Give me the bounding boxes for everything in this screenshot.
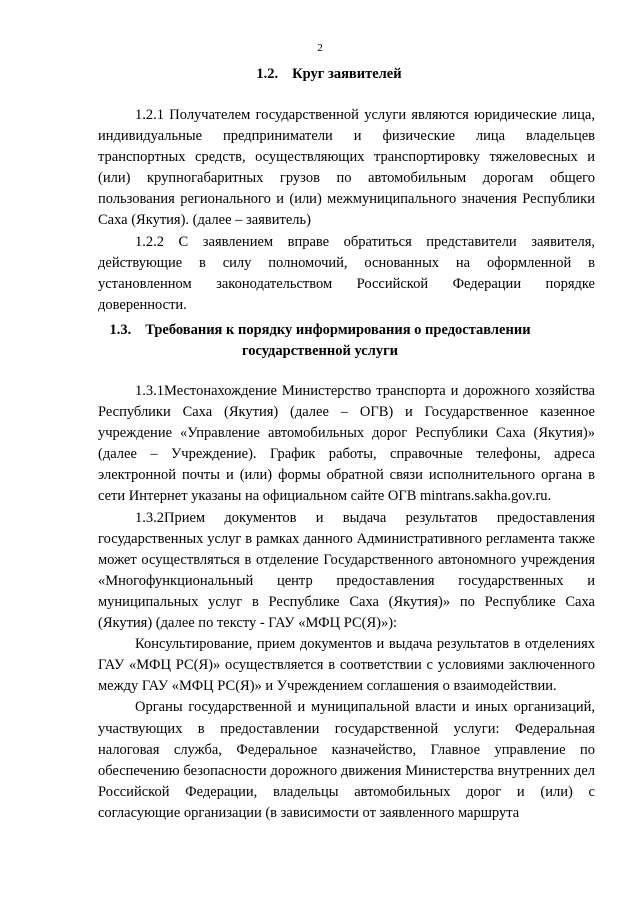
section-1-3-body [98, 381, 595, 824]
section-1-3-title-line2: государственной услуги [241, 343, 399, 359]
section-1-3-title-line1: Требования к порядку информирования о предоставлении [145, 322, 531, 338]
paragraph-organs: Органы государственной и муниципальной власти и иных организаций, участвующих в предоставлении государственной услуги: Федеральная налоговая служба, Федеральное казначейство, Главное управление по обеспечению безопасности дорожного движения Министерства внутренних дел Российской Федерации, владельцы автомобильных дорог и (или) с согласующие организации (в зависимости от заявленного маршрута [98, 699, 595, 821]
paragraph-1-2-2: 1.2.2 С заявлением вправе обратиться представители заявителя, действующие в силу полномочий, основанных на оформленной в установленном законодательством Российской Федерации порядке доверенности. [98, 233, 595, 313]
section-1-2-number: 1.2. [256, 66, 279, 82]
section-1-3-number: 1.3. [109, 322, 132, 338]
page-number: 2 [317, 42, 323, 54]
section-1-3-heading [0, 320, 640, 362]
paragraph-1-3-1: 1.3.1Местонахождение Министерство транспорта и дорожного хозяйства Республики Саха (Якутия) (далее – ОГВ) и Государственное казенное учреждение «Управление автомобильных дорог Республики Саха (Якутия)» (далее – Учреждение). График работы, справочные телефоны, адреса электронной почты и (или) формы обратной связи исполнительного органа в сети Интернет указаны на официальном сайте ОГВ mintrans.sakha.gov.ru. [98, 383, 595, 505]
section-1-2-heading [0, 64, 640, 85]
section-1-2-title: Круг заявителей [292, 66, 402, 82]
section-1-2-body [98, 105, 595, 316]
paragraph-1-2-1: 1.2.1 Получателем государственной услуги являются юридические лица, индивидуальные предприниматели и физические лица владельцев транспортных средств, осуществляющих транспортировку тяжеловесных и (или) крупногабаритных грузов по автомобильным дорогам общего пользования регионального и (или) межмуниципального значения Республики Саха (Якутия). (далее – заявитель) [98, 107, 595, 229]
paragraph-1-3-2: 1.3.2Прием документов и выдача результатов предоставления государственных услуг в рамках данного Административного регламента также может осуществляться в отделение Государственного автономного учреждения «Многофункциональный центр предоставления государственных и муниципальных услуг в Республике Саха (Якутия)» по Республике Саха (Якутия) (далее по тексту - ГАУ «МФЦ РС(Я)»): [98, 509, 595, 632]
paragraph-consulting: Консультирование, прием документов и выдача результатов в отделениях ГАУ «МФЦ РС(Я)» осуществляется в соответствии с условиями заключенного между ГАУ «МФЦ РС(Я)» и Учреждением соглашения о взаимодействии. [98, 636, 595, 695]
